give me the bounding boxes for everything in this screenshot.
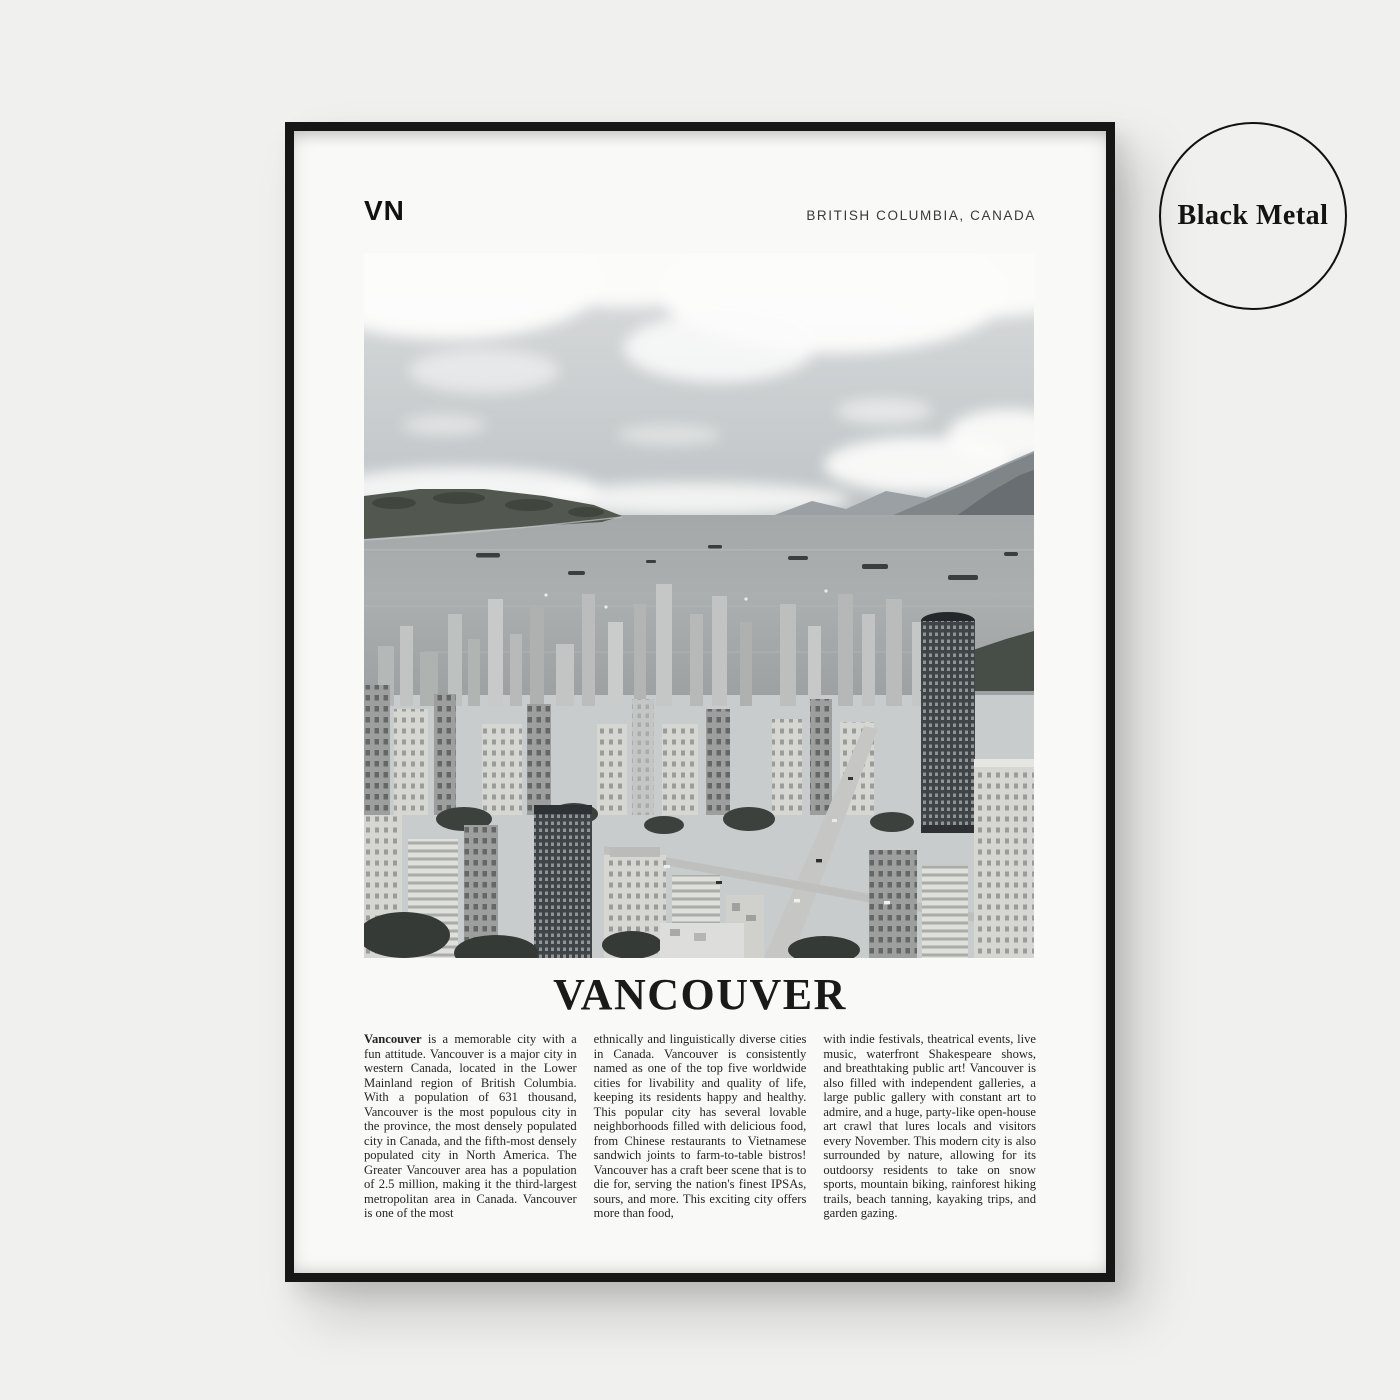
body-column-1-text: is a memorable city with a fun attitude. Vancouver is a major city in western Canada, located in the Lower Mainland region of British Columbia. With a population of 631 thousand, Vancouver is the most populous city in the province, the most densely populated city in Canada, and the fifth-most densely populated city in North America. The Greater Vancouver area has a population of 2.5 million, making it the third-largest metropolitan area in Canada. Vancouver is one of the most — [364, 1032, 577, 1221]
poster-title: VANCOUVER — [553, 970, 847, 1019]
poster-header — [364, 131, 1036, 229]
city-photo-illustration — [364, 253, 1034, 958]
frame-material-badge — [1159, 122, 1347, 310]
poster-body — [364, 1032, 1036, 1221]
body-lead-word: Vancouver — [364, 1032, 422, 1047]
city-photo — [364, 253, 1034, 958]
poster-frame — [285, 122, 1115, 1282]
body-column-2: ethnically and linguistically diverse cities in Canada. Vancouver is consistently named as one of the top five worldwide cities for livability and quality of life, keeping its residents happy and healthy. This popular city has several lovable neighborhoods filled with delicious food, from Chinese restaurants to Vietnamese sandwich joints to farm-to-table bistros! Vancouver has a craft beer scene that is to die for, serving the nation's finest IPSAs, sours, and more. This exciting city offers more than food, — [593, 1032, 807, 1221]
badge-label: Black Metal — [1177, 200, 1329, 231]
poster-brand: VN — [364, 195, 405, 226]
poster — [294, 131, 1106, 1273]
body-column-3: with indie festivals, theatrical events, live music, waterfront Shakespeare shows, and breathtaking public art! Vancouver is also filled with independent galleries, a large public gallery with constant art to admire, and a huge, party-like open-house art crawl that lures locals and visitors every November. This modern city is also surrounded by nature, allowing for its outdoorsy residents to take on snow sports, mountain biking, rainforest hiking trails, beach tanning, kayaking trips, and garden gazing. — [823, 1032, 1037, 1221]
poster-location: BRITISH COLUMBIA, CANADA — [806, 208, 1036, 223]
body-column-1 — [364, 1032, 577, 1221]
